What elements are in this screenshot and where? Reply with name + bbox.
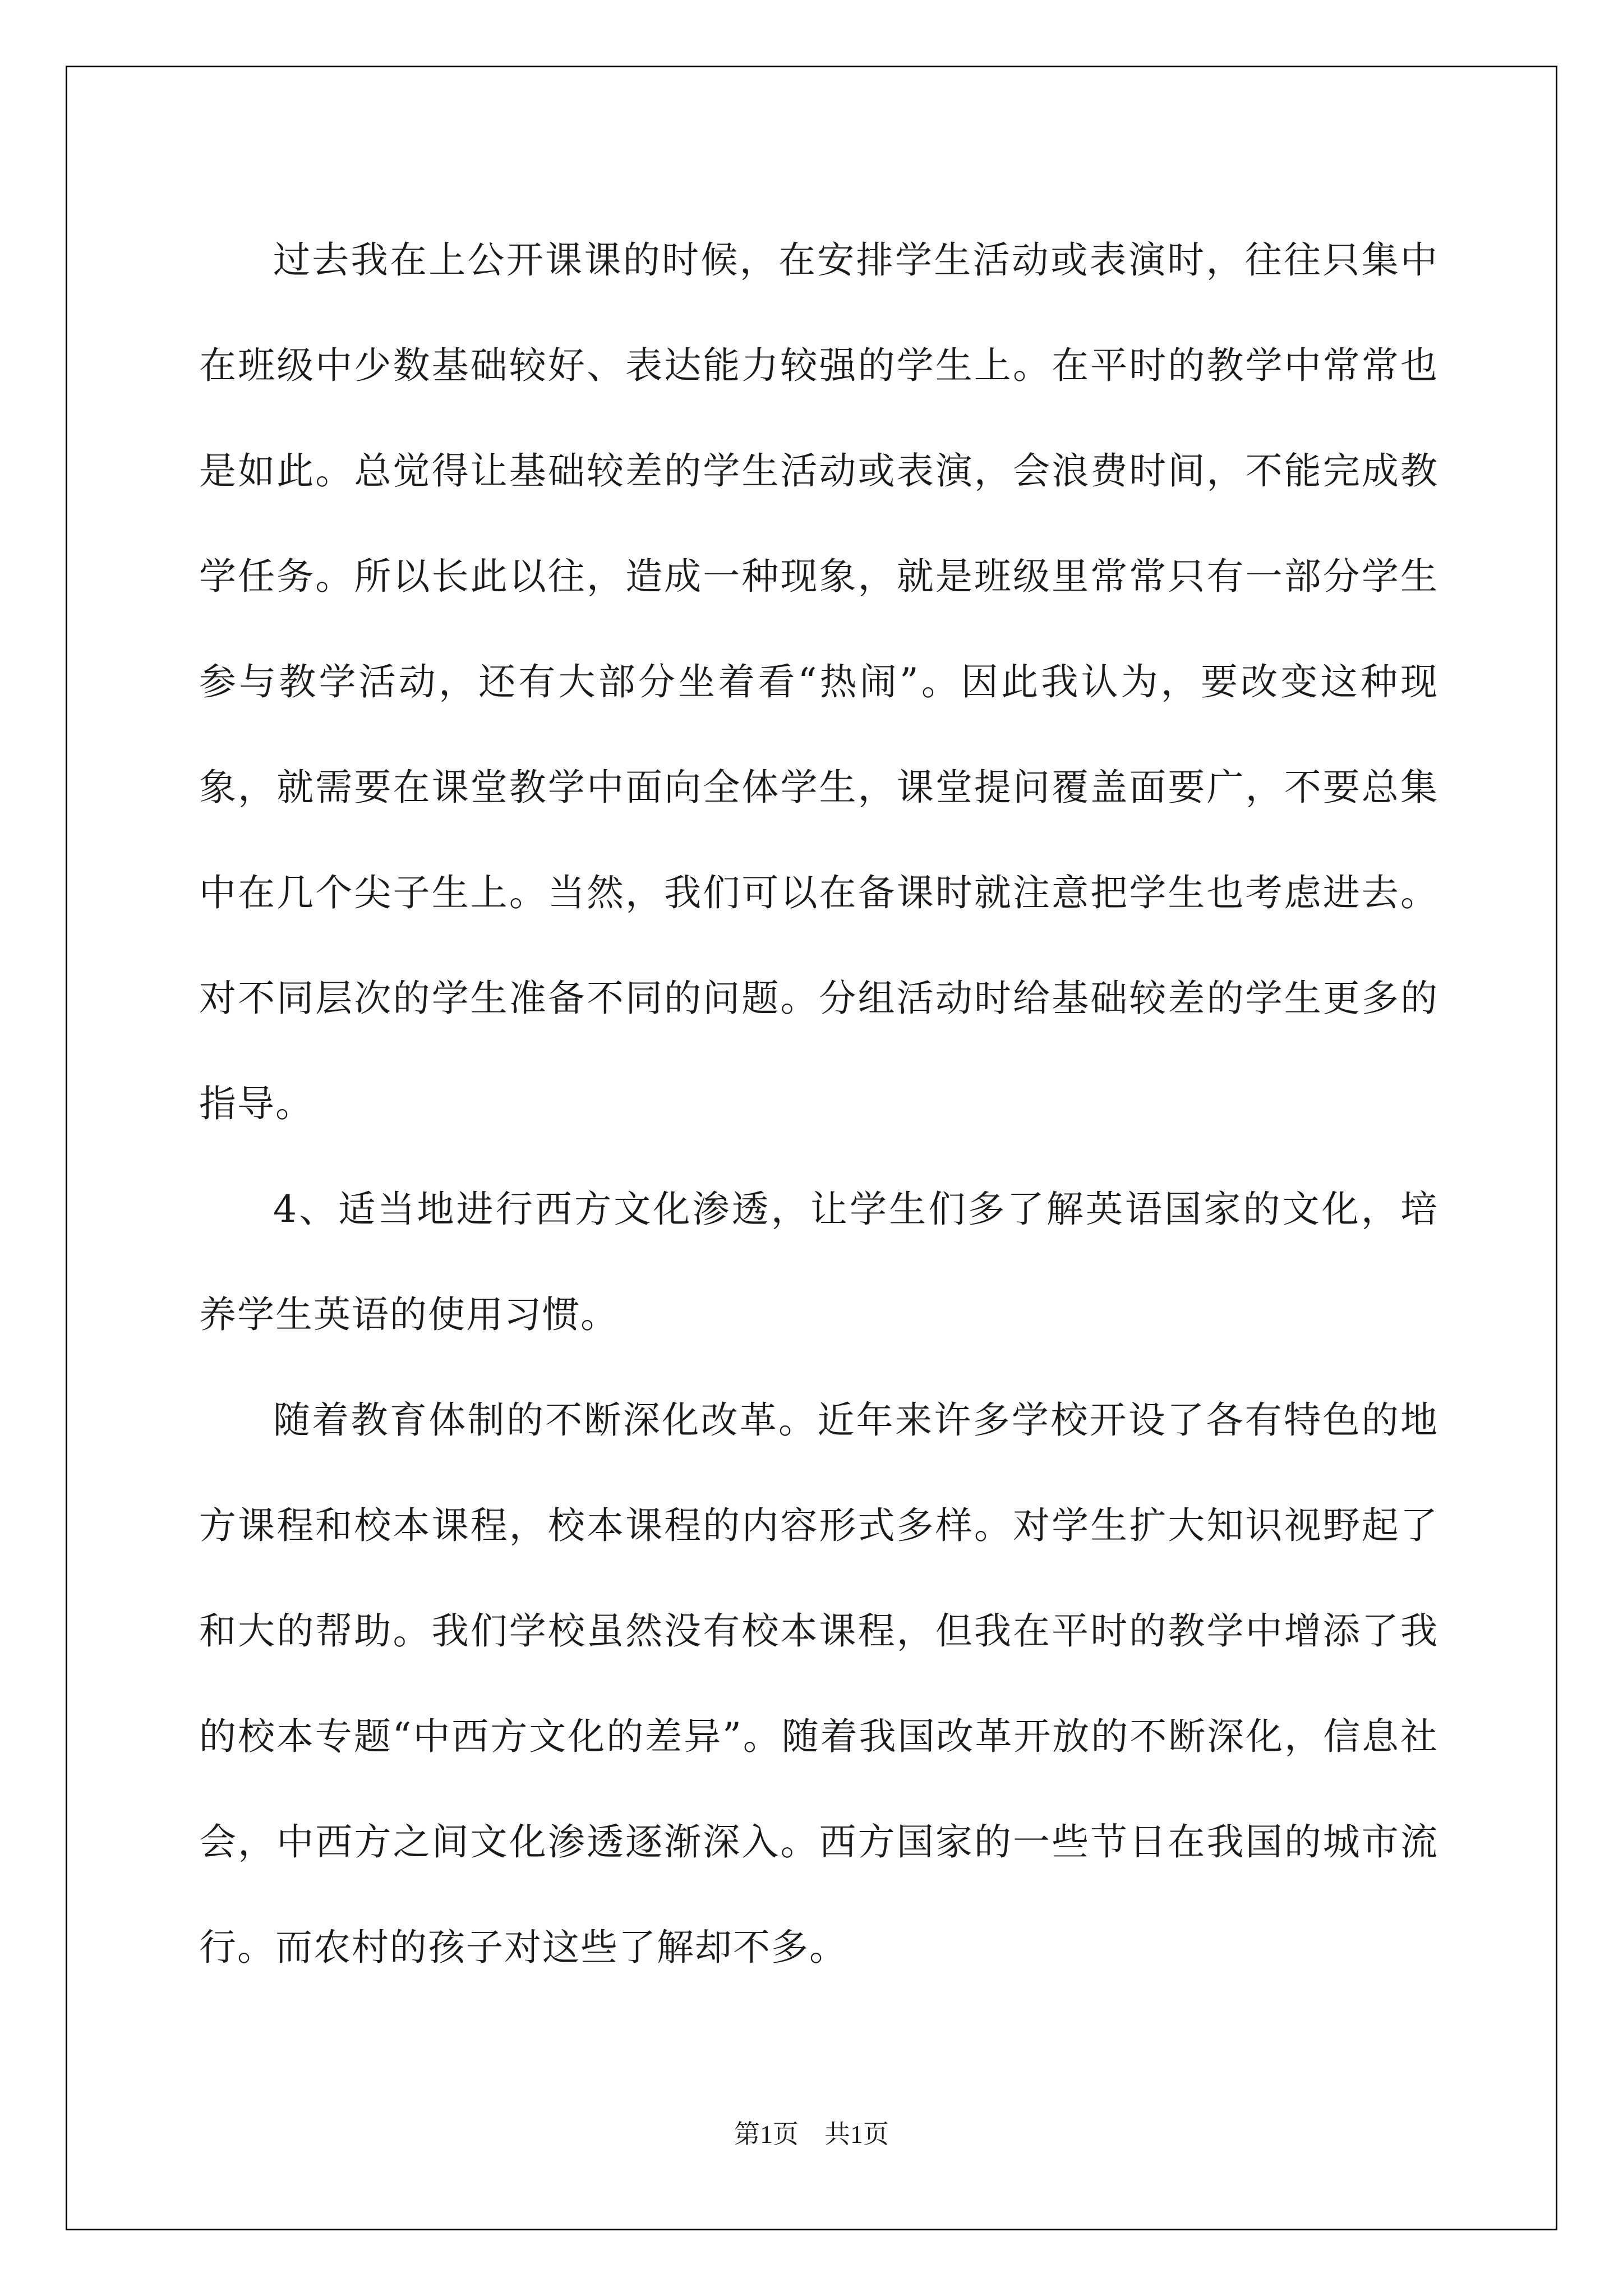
document-body bbox=[199, 208, 1438, 2000]
page-number-footer: 第1页 共1页 bbox=[734, 2120, 889, 2148]
paragraph-2: 4、适当地进行西方文化渗透，让学生们多了解英语国家的文化，培养学生英语的使用习惯。 bbox=[199, 1188, 1438, 1336]
paragraph-1: 过去我在上公开课课的时候，在安排学生活动或表演时，往往只集中在班级中少数基础较好、表达能力较强的学生上。在平时的教学中常常也是如此。总觉得让基础较差的学生活动或表演，会浪费时间，不能完成教学任务。所以长此以往，造成一种现象，就是班级里常常只有一部分学生参与教学活动，还有大部分坐着看“热闹”。因此我认为，要改变这种现象，就需要在课堂教学中面向全体学生，课堂提问覆盖面要广，不要总集中在几个尖子生上。当然，我们可以在备课时就注意把学生也考虑进去。对不同层次的学生准备不同的问题。分组活动时给基础较差的学生更多的指导。 bbox=[199, 238, 1438, 1125]
paragraph-3: 随着教育体制的不断深化改革。近年来许多学校开设了各有特色的地方课程和校本课程，校本课程的内容形式多样。对学生扩大知识视野起了和大的帮助。我们学校虽然没有校本课程，但我在平时的教学中增添了我的校本专题“中西方文化的差异”。随着我国改革开放的不断深化，信息社会，中西方之间文化渗透逐渐深入。西方国家的一些节日在我国的城市流行。而农村的孩子对这些了解却不多。 bbox=[199, 1398, 1438, 1969]
